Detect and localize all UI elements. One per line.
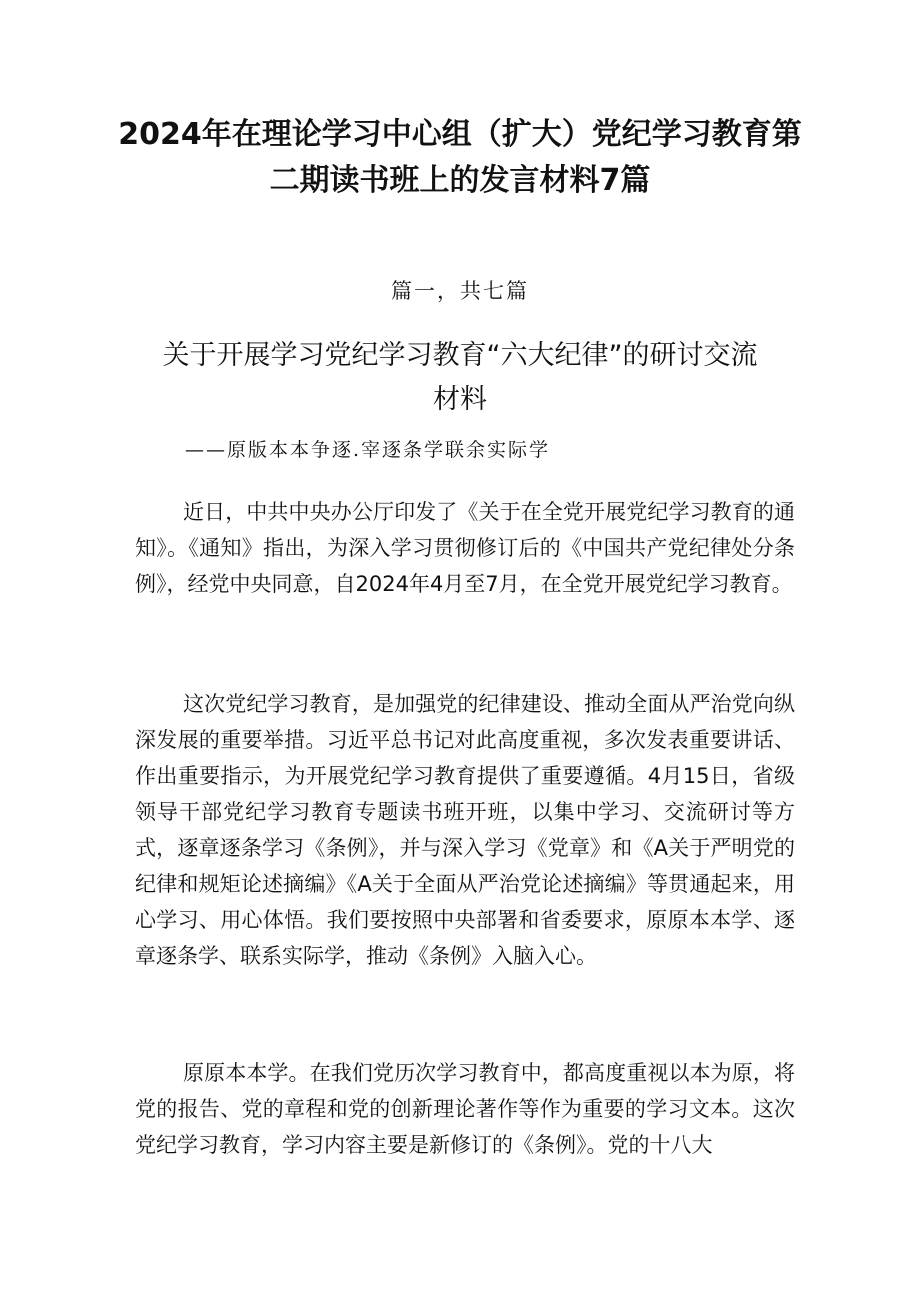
paragraph: 近日，中共中央办公厅印发了《关于在全党开展党纪学习教育的通知》。《通知》指出，为深入学习贯彻修订后的《中国共产党纪律处分条例》，经党中央同意，自2024年4月至7月，在全党开展党纪学习教育。 bbox=[135, 500, 795, 596]
part-label: 篇一，共七篇 bbox=[391, 279, 529, 303]
paragraph: 这次党纪学习教育，是加强党的纪律建设、推动全面从严治党向纵深发展的重要举措。习近平总书记对此高度重视，多次发表重要讲话、作出重要指示，为开展党纪学习教育提供了重要遵循。4月15日，省级领导干部党纪学习教育专题读书班开班，以集中学习、交流研讨等方式，逐章逐条学习《条例》，并与深入学习《党章》和《A关于严明党的纪律和规矩论述摘编》《A关于全面从严治党论述摘编》等贯通起来，用心学习、用心体悟。我们要按照中央部署和省委要求，原原本本学、逐章逐条学、联系实际学，推动《条例》入脑入心。 bbox=[135, 692, 795, 968]
article-title: 关于开展学习党纪学习教育“六大纪律”的研讨交流材料 bbox=[162, 340, 758, 415]
paragraph: 原原本本学。在我们党历次学习教育中，都高度重视以本为原，将党的报告、党的章程和党的创新理论著作等作为重要的学习文本。这次党纪学习教育，学习内容主要是新修订的《条例》。党的十八大 bbox=[135, 1061, 795, 1157]
document-title: 2024年在理论学习中心组（扩大）党纪学习教育第二期读书班上的发言材料7篇 bbox=[118, 117, 802, 198]
article-subtitle: ——原版本本争逐.宰逐条学联余实际学 bbox=[185, 439, 551, 461]
